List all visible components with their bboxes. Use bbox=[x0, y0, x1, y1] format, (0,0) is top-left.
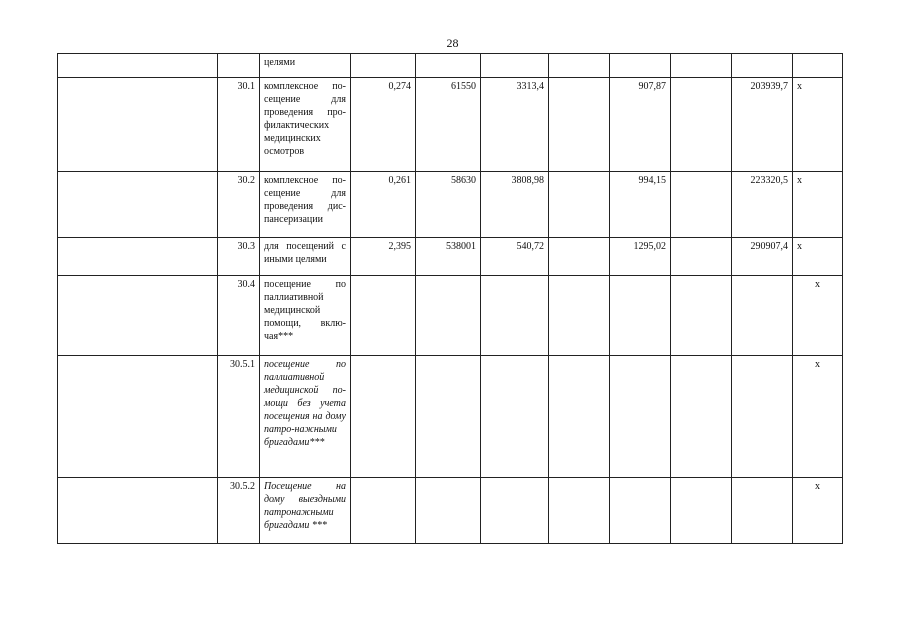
row-label-cell bbox=[58, 356, 218, 478]
cell-per-capita: 1295,02 bbox=[610, 238, 671, 276]
cell-blank bbox=[549, 238, 610, 276]
row-code: 30.5.1 bbox=[218, 356, 260, 478]
table-row bbox=[58, 238, 843, 276]
financing-table bbox=[57, 53, 843, 544]
cell-blank bbox=[671, 356, 732, 478]
cell-cost: 3808,98 bbox=[481, 172, 549, 238]
cell-x-mark: х bbox=[793, 478, 843, 544]
cell-total bbox=[732, 478, 793, 544]
cell-per-capita bbox=[610, 356, 671, 478]
cell-total bbox=[732, 276, 793, 356]
row-code: 30.3 bbox=[218, 238, 260, 276]
cell-norm bbox=[351, 54, 416, 78]
cell-total bbox=[732, 54, 793, 78]
cell-blank bbox=[549, 276, 610, 356]
cell-volume: 538001 bbox=[416, 238, 481, 276]
cell-cost bbox=[481, 356, 549, 478]
table-row bbox=[58, 478, 843, 544]
row-label-cell bbox=[58, 238, 218, 276]
cell-x-mark: х bbox=[793, 276, 843, 356]
row-description: посещение по паллиативной медицинской по-мощи без учета посещения на дому патро-нажными бригадами*** bbox=[260, 356, 351, 478]
row-code: 30.4 bbox=[218, 276, 260, 356]
cell-norm bbox=[351, 276, 416, 356]
cell-blank bbox=[549, 54, 610, 78]
row-label-cell bbox=[58, 276, 218, 356]
cell-per-capita bbox=[610, 478, 671, 544]
row-code: 30.1 bbox=[218, 78, 260, 172]
cell-x-mark: х bbox=[793, 356, 843, 478]
row-description: комплексное по-сещение для проведения дис-пансеризации bbox=[260, 172, 351, 238]
cell-norm: 0,274 bbox=[351, 78, 416, 172]
row-code bbox=[218, 54, 260, 78]
cell-per-capita bbox=[610, 276, 671, 356]
cell-blank bbox=[671, 54, 732, 78]
cell-cost: 3313,4 bbox=[481, 78, 549, 172]
cell-blank bbox=[671, 78, 732, 172]
table-row bbox=[58, 54, 843, 78]
row-description: Посещение на дому выездными патронажными бригадами *** bbox=[260, 478, 351, 544]
cell-blank bbox=[671, 238, 732, 276]
cell-volume bbox=[416, 54, 481, 78]
row-label-cell bbox=[58, 478, 218, 544]
row-description: комплексное по-сещение для проведения про-филактических медицинских осмотров bbox=[260, 78, 351, 172]
cell-total bbox=[732, 356, 793, 478]
table-row bbox=[58, 356, 843, 478]
cell-blank bbox=[549, 78, 610, 172]
page-number: 28 bbox=[446, 36, 459, 50]
cell-norm bbox=[351, 356, 416, 478]
cell-x-mark: х bbox=[793, 238, 843, 276]
cell-volume bbox=[416, 356, 481, 478]
cell-norm: 2,395 bbox=[351, 238, 416, 276]
row-label-cell bbox=[58, 172, 218, 238]
cell-blank bbox=[549, 356, 610, 478]
cell-blank bbox=[671, 276, 732, 356]
cell-norm: 0,261 bbox=[351, 172, 416, 238]
table-row bbox=[58, 172, 843, 238]
row-label-cell bbox=[58, 54, 218, 78]
cell-cost bbox=[481, 54, 549, 78]
cell-cost: 540,72 bbox=[481, 238, 549, 276]
cell-x-mark bbox=[793, 54, 843, 78]
row-label-cell bbox=[58, 78, 218, 172]
table-row bbox=[58, 276, 843, 356]
cell-per-capita: 907,87 bbox=[610, 78, 671, 172]
row-code: 30.2 bbox=[218, 172, 260, 238]
cell-volume: 58630 bbox=[416, 172, 481, 238]
row-code: 30.5.2 bbox=[218, 478, 260, 544]
cell-blank bbox=[549, 478, 610, 544]
cell-blank bbox=[671, 172, 732, 238]
cell-cost bbox=[481, 276, 549, 356]
cell-volume bbox=[416, 276, 481, 356]
cell-volume: 61550 bbox=[416, 78, 481, 172]
table-row bbox=[58, 78, 843, 172]
cell-volume bbox=[416, 478, 481, 544]
cell-cost bbox=[481, 478, 549, 544]
row-description: целями bbox=[260, 54, 351, 78]
cell-x-mark: х bbox=[793, 172, 843, 238]
cell-total: 203939,7 bbox=[732, 78, 793, 172]
cell-norm bbox=[351, 478, 416, 544]
cell-x-mark: х bbox=[793, 78, 843, 172]
cell-blank bbox=[671, 478, 732, 544]
cell-per-capita: 994,15 bbox=[610, 172, 671, 238]
cell-per-capita bbox=[610, 54, 671, 78]
row-description: для посещений с иными целями bbox=[260, 238, 351, 276]
cell-blank bbox=[549, 172, 610, 238]
row-description: посещение по паллиативной медицинской помощи, вклю-чая*** bbox=[260, 276, 351, 356]
cell-total: 290907,4 bbox=[732, 238, 793, 276]
cell-total: 223320,5 bbox=[732, 172, 793, 238]
